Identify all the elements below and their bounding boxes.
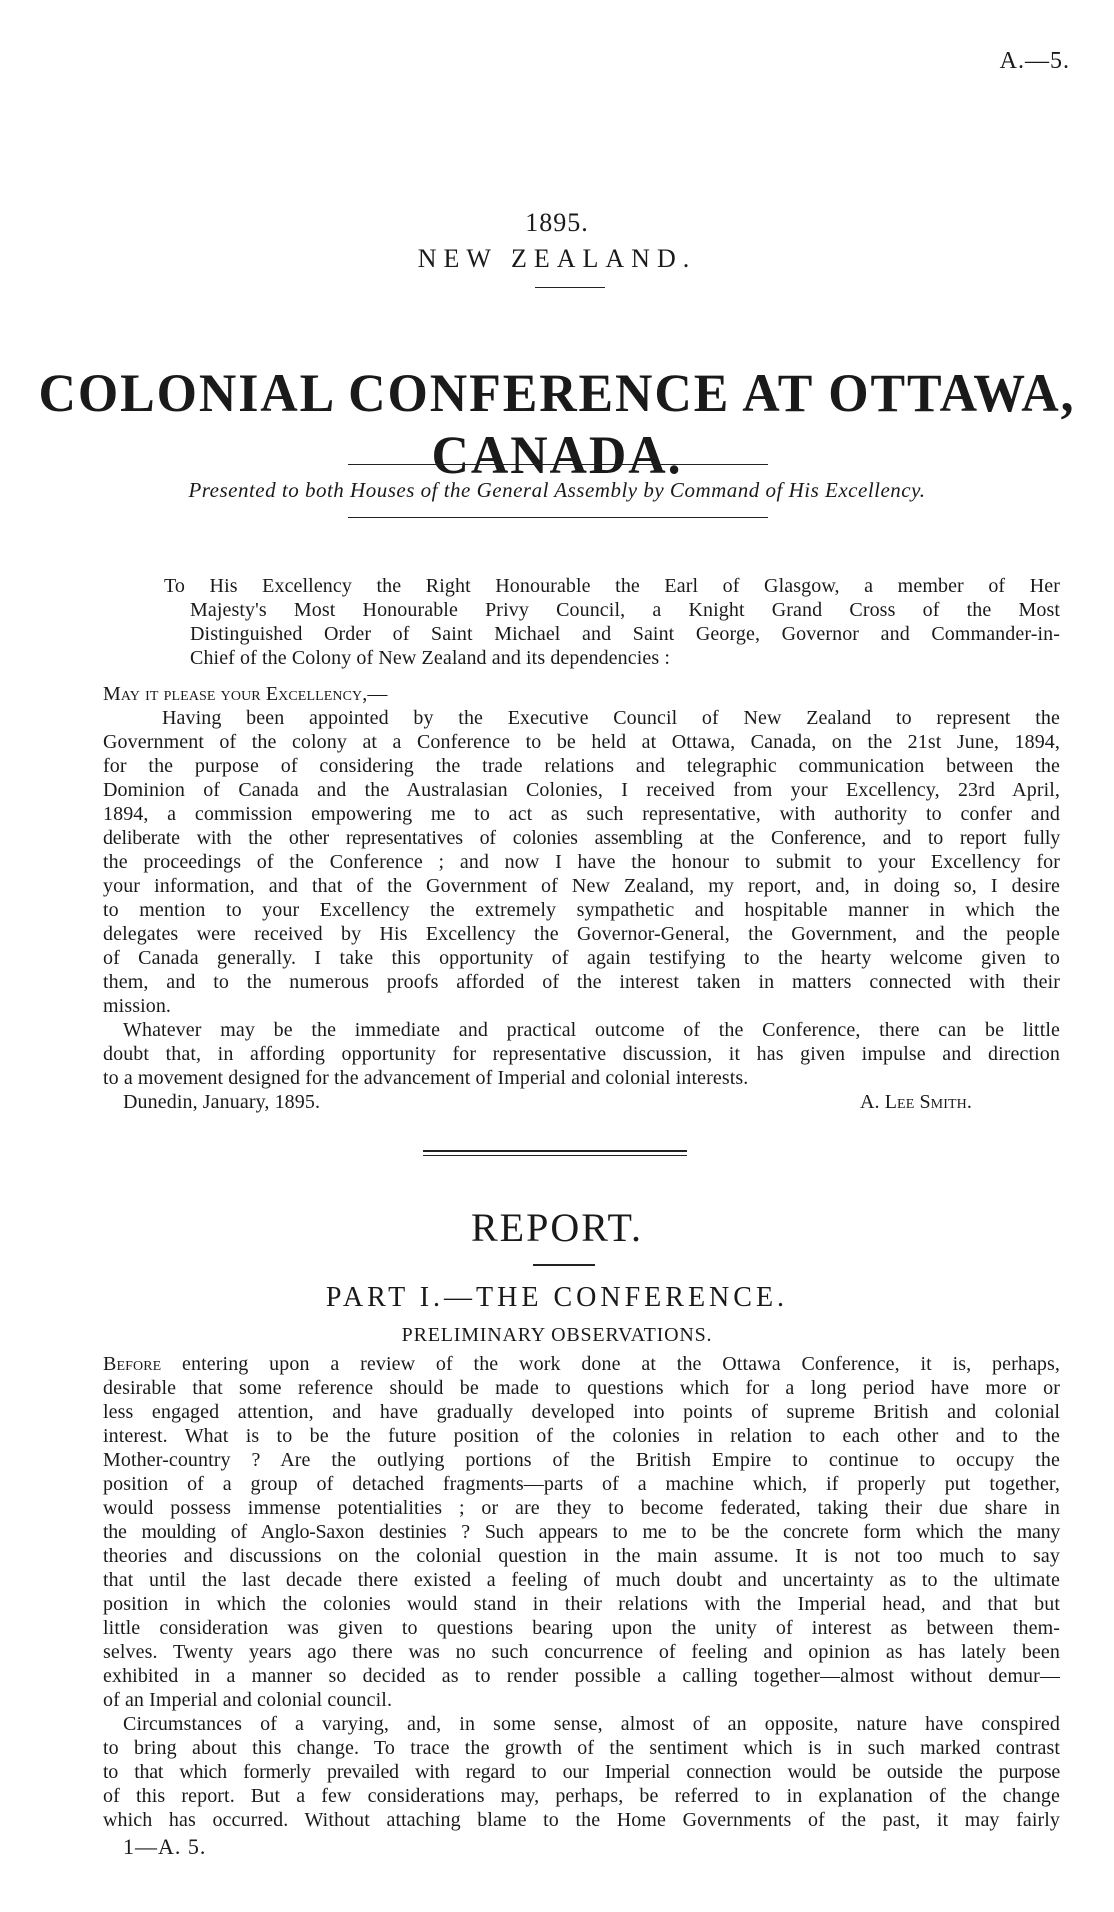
year: 1895. bbox=[525, 208, 589, 237]
report-para2-line: to that which formerly prevailed with regard to our Imperial connection would be outside the purpose bbox=[103, 1761, 1060, 1783]
place-date: Dunedin, January, 1895. bbox=[123, 1091, 321, 1113]
address-line: To His Excellency the Right Honourable the Earl of Glasgow, a member of Her bbox=[164, 575, 1060, 597]
report-para1-line: desirable that some reference should be made to questions which for a long period have more or bbox=[103, 1377, 1060, 1399]
report-underline bbox=[533, 1264, 595, 1266]
letter-para1-line: for the purpose of considering the trade relations and telegraphic communication between the bbox=[103, 755, 1060, 777]
report-para2-line: to bring about this change. To trace the growth of the sentiment which is in such marked contrast bbox=[103, 1737, 1060, 1759]
letter-para1-line: delegates were received by His Excellency the Governor-General, the Government, and the people bbox=[103, 923, 1060, 945]
report-para1-line: would possess immense potentialities ; or are they to become federated, taking their due share in bbox=[103, 1497, 1060, 1519]
letter-para1-line: to mention to your Excellency the extremely sympathetic and hospitable manner in which the bbox=[103, 899, 1060, 921]
report-para1-line: little consideration was given to questions bearing upon the unity of interest as between them- bbox=[103, 1617, 1060, 1639]
divider-short bbox=[535, 287, 605, 288]
report-para1-line: the moulding of Anglo-Saxon destinies ? Such appears to me to be the concrete form which the many bbox=[103, 1521, 1060, 1543]
report-para1-line: that until the last decade there existed a feeling of much doubt and uncertainty as to the ultimate bbox=[103, 1569, 1060, 1591]
report-para2-line: Circumstances of a varying, and, in some sense, almost of an opposite, nature have conspired bbox=[123, 1713, 1060, 1735]
separator-rule-lower bbox=[423, 1155, 687, 1156]
page-reference: A.—5. bbox=[999, 48, 1070, 74]
letter-para1-line: Government of the colony at a Conference to be held at Ottawa, Canada, on the 21st June, 1894, bbox=[103, 731, 1060, 753]
letter-para1-line: Dominion of Canada and the Australasian Colonies, I received from your Excellency, 23rd April, bbox=[103, 779, 1060, 801]
letter-para2-line: doubt that, in affording opportunity for representative discussion, it has given impulse and direction bbox=[103, 1043, 1060, 1065]
signature-mark: 1—A. 5. bbox=[123, 1834, 207, 1859]
report-para1-line: selves. Twenty years ago there was no such concurrence of feeling and opinion as has lately been bbox=[103, 1641, 1060, 1663]
divider-top bbox=[348, 464, 768, 465]
report-para1-line: Mother-country ? Are the outlying portions of the British Empire to continue to occupy the bbox=[103, 1449, 1060, 1471]
letter-para1-line: Having been appointed by the Executive Council of New Zealand to represent the bbox=[162, 707, 1060, 729]
report-para1-line: exhibited in a manner so decided as to render possible a calling together—almost without demur— bbox=[103, 1665, 1060, 1687]
letter-para2-line: Whatever may be the immediate and practical outcome of the Conference, there can be little bbox=[123, 1019, 1060, 1041]
letter-para1-line: them, and to the numerous proofs afforded of the interest taken in matters connected with their bbox=[103, 971, 1060, 993]
salutation: May it please your Excellency,— bbox=[103, 683, 388, 705]
letter-para1-line: the proceedings of the Conference ; and now I have the honour to submit to your Excellency for bbox=[103, 851, 1060, 873]
presented-line: Presented to both Houses of the General Assembly by Command of His Excellency. bbox=[188, 478, 926, 502]
document-title: COLONIAL CONFERENCE AT OTTAWA, CANADA. bbox=[38, 363, 1076, 485]
country-heading: NEW ZEALAND. bbox=[417, 244, 697, 273]
report-heading: REPORT. bbox=[471, 1205, 643, 1250]
part-heading: PART I.—THE CONFERENCE. bbox=[325, 1282, 789, 1313]
letter-para1-line: of Canada generally. I take this opportunity of again testifying to the hearty welcome given to bbox=[103, 947, 1060, 969]
report-para1-line: theories and discussions on the colonial question in the main assume. It is not too much to say bbox=[103, 1545, 1060, 1567]
report-para1-line: of an Imperial and colonial council. bbox=[103, 1689, 393, 1711]
address-line: Majesty's Most Honourable Privy Council, a Knight Grand Cross of the Most bbox=[190, 599, 1060, 621]
separator-rule-upper bbox=[423, 1150, 687, 1152]
report-para1-line: Before entering upon a review of the work done at the Ottawa Conference, it is, perhaps, bbox=[103, 1353, 1060, 1375]
letter-para1-line: your information, and that of the Government of New Zealand, my report, and, in doing so, I desire bbox=[103, 875, 1060, 897]
divider-bottom bbox=[348, 517, 768, 518]
report-para1-line: position of a group of detached fragments—parts of a machine which, if properly put together, bbox=[103, 1473, 1060, 1495]
address-line: Chief of the Colony of New Zealand and its dependencies : bbox=[190, 647, 671, 669]
letter-para2-line: to a movement designed for the advancement of Imperial and colonial interests. bbox=[103, 1067, 749, 1089]
address-line: Distinguished Order of Saint Michael and Saint George, Governor and Commander-in- bbox=[190, 623, 1060, 645]
report-para1-line: interest. What is to be the future position of the colonies in relation to each other and to the bbox=[103, 1425, 1060, 1447]
drop-word: Before bbox=[103, 1353, 162, 1375]
signature: A. Lee Smith. bbox=[860, 1091, 972, 1113]
letter-para1-line: 1894, a commission empowering me to act as such representative, with authority to confer and bbox=[103, 803, 1060, 825]
report-para2-line: of this report. But a few considerations may, perhaps, be referred to in explanation of the change bbox=[103, 1785, 1060, 1807]
letter-para1-line: mission. bbox=[103, 995, 172, 1017]
report-para1-line: less engaged attention, and have gradually developed into points of supreme British and colonial bbox=[103, 1401, 1060, 1423]
letter-para1-line: deliberate with the other representatives of colonies assembling at the Conference, and to report fully bbox=[103, 827, 1060, 849]
section-heading: PRELIMINARY OBSERVATIONS. bbox=[401, 1324, 713, 1346]
report-para2-line: which has occurred. Without attaching blame to the Home Governments of the past, it may fairly bbox=[103, 1809, 1060, 1831]
report-para1-line: position in which the colonies would stand in their relations with the Imperial head, and that but bbox=[103, 1593, 1060, 1615]
